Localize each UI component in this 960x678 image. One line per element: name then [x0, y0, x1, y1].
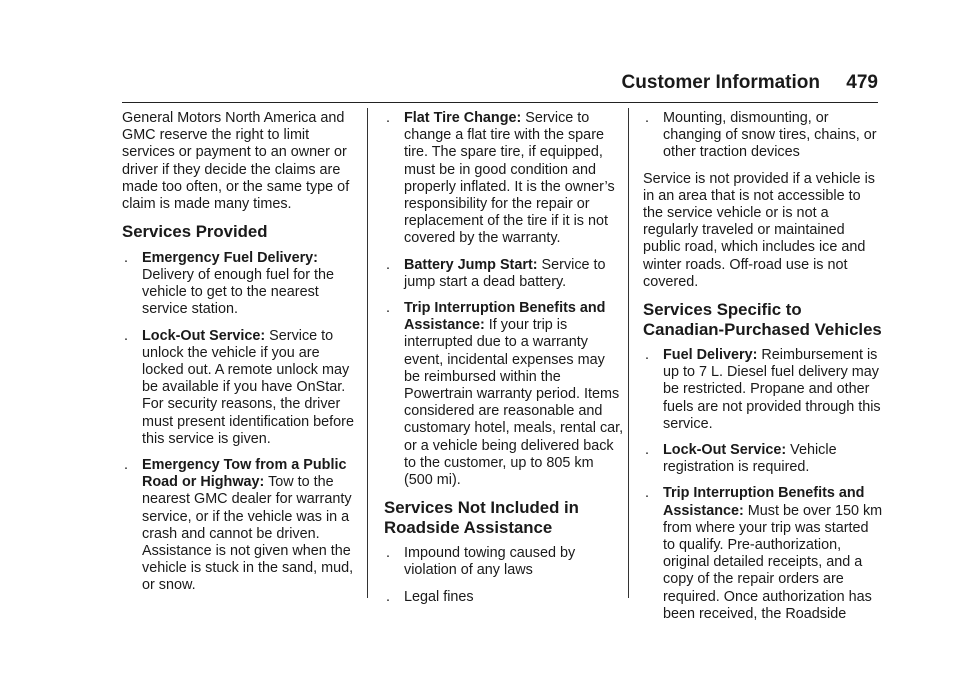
item-term: Fuel Delivery: [663, 347, 758, 364]
section-heading-services-provided: Services Provided [122, 222, 268, 242]
item-term: Flat Tire Change: [404, 110, 522, 126]
header-rule [122, 102, 878, 103]
canadian-services-list [643, 347, 883, 623]
item-text: Tow to the nearest GMC dealer for warranty service, or if the vehicle was in a crash and cannot be driven. Assistance is not given when the vehicle is stuck in the sand, mud, or snow. [142, 474, 354, 594]
bullet: . [386, 110, 390, 126]
item-text: Service to change a flat tire with the spare tire. The spare tire, if equipped, must be in good condition and properly inflated. It is the owner’s responsibility for the repair or replacement of the tire if it is not covered by the warranty. [404, 110, 615, 247]
not-provided-paragraph: Service is not provided if a vehicle is in an area that is not accessible to the service vehicle or is not a regularly traveled or maintained public road, which includes ice and winter roads. Off-road use is not covered. [643, 170, 875, 290]
bullet: . [386, 256, 390, 273]
bullet: . [124, 249, 128, 266]
page-title: Customer Information [621, 72, 820, 93]
item-term: Lock-Out Service: [663, 442, 787, 459]
bullet: . [645, 442, 649, 459]
list-item [384, 545, 624, 579]
list-item [122, 250, 362, 319]
not-included-list [384, 545, 624, 606]
list-item [384, 300, 624, 489]
column-divider [628, 108, 629, 598]
column-middle [384, 110, 624, 615]
column-right [643, 110, 883, 632]
list-item [643, 347, 883, 433]
bullet: . [645, 110, 649, 126]
intro-paragraph: General Motors North America and GMC reserve the right to limit services or payment to an owner or driver if they decide the claims are made too often, or the same type of claim is made many times. [122, 110, 350, 213]
list-item [643, 442, 883, 476]
item-text: Service to unlock the vehicle if you are locked out. A remote unlock may be available if you have OnStar. For security reasons, the driver must present identification before this service is given. [142, 327, 354, 447]
list-item [643, 110, 883, 162]
list-item [122, 328, 362, 448]
bullet: . [124, 456, 128, 473]
bullet: . [124, 327, 128, 344]
item-term: Battery Jump Start: [404, 256, 538, 273]
item-term: Lock-Out Service: [142, 327, 266, 344]
list-item [384, 257, 624, 291]
list-item [643, 485, 883, 623]
section-heading-canadian: Services Specific to Canadian-Purchased Vehicles [643, 300, 882, 339]
item-text: Legal fines [404, 588, 474, 605]
bullet: . [645, 347, 649, 364]
item-text: Reimbursement is up to 7 L. Diesel fuel delivery may be restricted. Propane and other fuels are not provided through this service. [663, 347, 881, 432]
list-item [384, 589, 624, 606]
bullet: . [645, 485, 649, 502]
column-left [122, 110, 362, 604]
item-text: Service to jump start a dead battery. [404, 256, 606, 290]
item-text: Mounting, dismounting, or changing of snow tires, chains, or other traction devices [663, 110, 877, 161]
column-divider [367, 108, 368, 598]
bullet: . [386, 545, 390, 562]
list-item [384, 110, 624, 248]
section-heading-not-included: Services Not Included in Roadside Assistance [384, 498, 579, 537]
bullet: . [386, 588, 390, 605]
item-term: Emergency Fuel Delivery: [142, 249, 318, 266]
item-text: Impound towing caused by violation of any laws [404, 545, 576, 579]
item-term: Trip Interruption Benefits and Assistance: [404, 300, 606, 334]
item-text: Must be over 150 km from where your trip was started to qualify. Pre-authorization, original detailed receipts, and a copy of the repair orders are required. Once authorization has been received, the Roadside [663, 502, 883, 622]
page-header [0, 70, 878, 96]
page-number: 479 [846, 72, 878, 93]
item-term: Trip Interruption Benefits and Assistance: [663, 485, 865, 519]
item-text: Vehicle registration is required. [663, 442, 837, 476]
bullet: . [386, 300, 390, 317]
item-text: Delivery of enough fuel for the vehicle to get to the nearest service station. [142, 266, 334, 318]
item-text: If your trip is interrupted due to a warranty event, incidental expenses may be reimbursed within the Powertrain warranty period. Items considered are reasonable and customary hotel, meals, rental car, or a vehicle being delivered back to the customer, up to 805 km (500 mi). [404, 317, 624, 489]
item-term: Emergency Tow from a Public Road or Highway: [142, 456, 347, 491]
not-included-list-continued [643, 110, 883, 162]
list-item [122, 457, 362, 595]
services-provided-list-continued [384, 110, 624, 489]
services-provided-list [122, 250, 362, 595]
